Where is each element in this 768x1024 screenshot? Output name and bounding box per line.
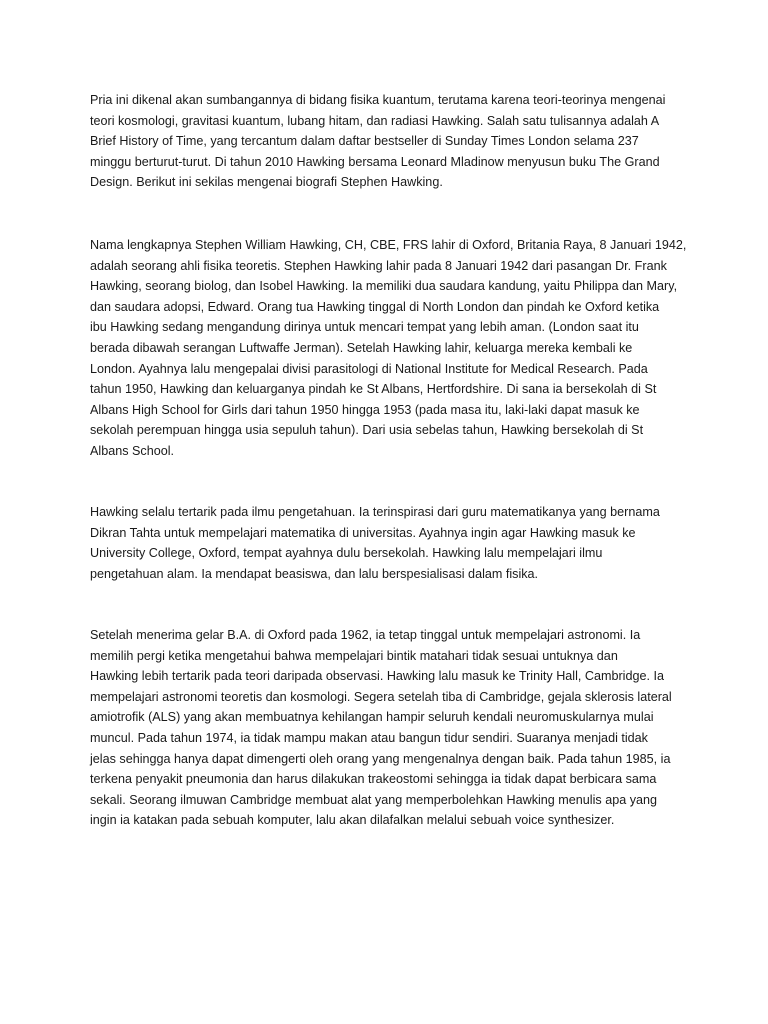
text-line: Nama lengkapnya Stephen William Hawking, CH, CBE, FRS lahir di Oxford, Britania Raya, 8 Januari 1942, <box>90 238 687 252</box>
paragraph-early-life <box>90 235 690 462</box>
text-line: Setelah menerima gelar B.A. di Oxford pada 1962, ia tetap tinggal untuk mempelajari astronomi. Ia <box>90 628 641 642</box>
text-line: minggu berturut-turut. Di tahun 2010 Hawking bersama Leonard Mladinow menyusun buku The Grand <box>90 154 660 169</box>
text-line: pengetahuan alam. Ia mendapat beasiswa, dan lalu berspesialisasi dalam fisika. <box>90 566 539 581</box>
text-line: Albans School. <box>90 443 175 458</box>
text-line: memilih pergi ketika mengetahui bahwa mempelajari bintik matahari tidak sesuai untuknya dan <box>90 648 618 663</box>
text-line: ingin ia katakan pada sebuah komputer, lalu akan dilafalkan melalui sebuah voice synthesizer. <box>90 813 615 828</box>
text-line: adalah seorang ahli fisika teoretis. Stephen Hawking lahir pada 8 Januari 1942 dari pasangan Dr. Frank <box>90 258 667 273</box>
text-line: berada dibawah serangan Luftwaffe Jerman). Setelah Hawking lahir, keluarga mereka kembali ke <box>90 340 633 355</box>
text-line: University College, Oxford, tempat ayahnya dulu bersekolah. Hawking lalu mempelajari ilmu <box>90 546 603 561</box>
text-line: Hawking lebih tertarik pada teori daripada observasi. Hawking lalu masuk ke Trinity Hall, Cambridge. Ia <box>90 669 664 684</box>
text-line: teori kosmologi, gravitasi kuantum, lubang hitam, dan radiasi Hawking. Salah satu tulisannya adalah A <box>90 113 660 128</box>
paragraph-intro <box>90 90 690 193</box>
text-line: Pria ini dikenal akan sumbangannya di bidang fisika kuantum, terutama karena teori-teorinya mengenai <box>90 93 666 107</box>
text-line: Hawking, seorang biolog, dan Isobel Hawking. Ia memiliki dua saudara kandung, yaitu Philippa dan Mary, <box>90 279 678 294</box>
text-line: Albans High School for Girls dari tahun 1950 hingga 1953 (pada masa itu, laki-laki dapat masuk ke <box>90 402 640 417</box>
text-line: tahun 1950, Hawking dan keluarganya pindah ke St Albans, Hertfordshire. Di sana ia bersekolah di St <box>90 382 657 397</box>
text-line: muncul. Pada tahun 1974, ia tidak mampu makan atau bangun tidur sendiri. Suaranya menjadi tidak <box>90 730 648 745</box>
text-line: sekali. Seorang ilmuwan Cambridge membuat alat yang memperbolehkan Hawking menulis apa yang <box>90 792 658 807</box>
text-line: Dikran Tahta untuk mempelajari matematika di universitas. Ayahnya ingin agar Hawking masuk ke <box>90 525 636 540</box>
text-line: terkena penyakit pneumonia dan harus dilakukan trakeostomi sehingga ia tidak dapat berbicara sama <box>90 772 657 787</box>
text-line: Brief History of Time, yang tercantum dalam daftar bestseller di Sunday Times London selama 237 <box>90 134 639 149</box>
text-line: sekolah perempuan hingga usia sepuluh tahun). Dari usia sebelas tahun, Hawking bersekolah di St <box>90 423 644 438</box>
text-line: ibu Hawking sedang mengandung dirinya untuk mencari tempat yang lebih aman. (London saat itu <box>90 320 639 335</box>
paragraph-education <box>90 502 690 584</box>
text-line: Design. Berikut ini sekilas mengenai biografi Stephen Hawking. <box>90 175 443 190</box>
text-line: London. Ayahnya lalu mengepalai divisi parasitologi di National Institute for Medical Research. Pada <box>90 361 648 376</box>
paragraph-career-illness <box>90 625 690 831</box>
text-line: Hawking selalu tertarik pada ilmu pengetahuan. Ia terinspirasi dari guru matematikanya yang bernama <box>90 505 660 519</box>
text-line: mempelajari astronomi teoretis dan kosmologi. Segera setelah tiba di Cambridge, gejala sklerosis lateral <box>90 689 672 704</box>
text-line: jelas sehingga hanya dapat dimengerti oleh orang yang mengenalnya dengan baik. Pada tahun 1985, ia <box>90 751 671 766</box>
text-line: amiotrofik (ALS) yang akan membuatnya kehilangan hampir seluruh kendali neuromuskularnya mulai <box>90 710 654 725</box>
text-line: dan saudara adopsi, Edward. Orang tua Hawking tinggal di North London dan pindah ke Oxford ketika <box>90 299 660 314</box>
